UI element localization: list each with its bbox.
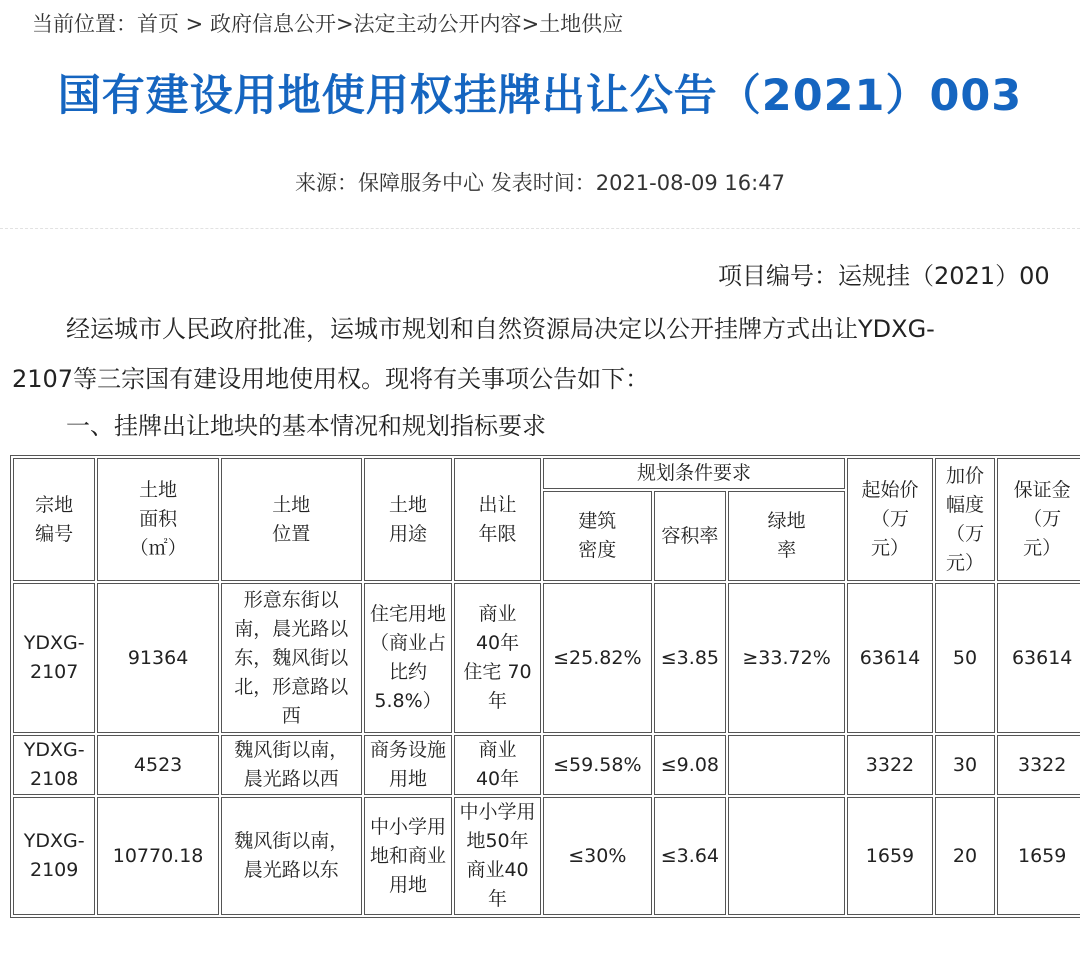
publish-time: 2021-08-09 16:47 bbox=[595, 171, 785, 195]
cell-increment: 20 bbox=[935, 797, 996, 915]
cell-line: 年 bbox=[488, 888, 508, 910]
cell-line: 西 bbox=[281, 704, 301, 727]
table-row bbox=[13, 797, 1080, 915]
cell-increment: 30 bbox=[935, 735, 996, 795]
header-deposit bbox=[997, 458, 1080, 581]
cell-line: YDXG- bbox=[23, 830, 85, 852]
header-far bbox=[654, 491, 726, 581]
cell-parcel-no bbox=[13, 583, 95, 733]
cell-far: ≤3.64 bbox=[654, 797, 726, 915]
header-term bbox=[454, 458, 540, 581]
breadcrumb bbox=[32, 8, 623, 38]
cell-start-price: 63614 bbox=[847, 583, 932, 733]
cell-green bbox=[728, 797, 845, 915]
divider bbox=[0, 228, 1080, 229]
cell-green bbox=[728, 735, 845, 795]
cell-line: 住宅 70 bbox=[463, 661, 532, 683]
intro-line-2: 2107等三宗国有建设用地使用权。现将有关事项公告如下： bbox=[12, 365, 650, 393]
cell-use bbox=[364, 583, 453, 733]
breadcrumb-separator: > bbox=[521, 12, 540, 36]
cell-line: 晨光路以西 bbox=[243, 768, 339, 790]
cell-line: 元） bbox=[946, 551, 985, 574]
breadcrumb-home-link[interactable]: 首页 bbox=[137, 12, 179, 36]
cell-line: 中小学用 bbox=[370, 815, 447, 838]
cell-line: 年 bbox=[488, 690, 508, 712]
cell-line: 地和商业 bbox=[370, 844, 447, 867]
cell-line: 40年 bbox=[475, 632, 520, 654]
cell-parcel-no bbox=[13, 735, 95, 795]
header-density bbox=[543, 491, 652, 581]
cell-line: 宗地 bbox=[35, 493, 74, 516]
breadcrumb-land-supply-link[interactable]: 土地供应 bbox=[539, 12, 624, 36]
cell-line: 2109 bbox=[29, 859, 79, 881]
cell-far: ≤9.08 bbox=[654, 735, 726, 795]
cell-deposit: 1659 bbox=[997, 797, 1080, 915]
cell-use bbox=[364, 797, 453, 915]
cell-increment: 50 bbox=[935, 583, 996, 733]
cell-line: 元） bbox=[1023, 537, 1062, 559]
breadcrumb-separator: > bbox=[179, 12, 210, 36]
cell-density: ≤30% bbox=[543, 797, 652, 915]
cell-line: YDXG- bbox=[23, 632, 85, 654]
cell-line: YDXG- bbox=[23, 739, 85, 761]
breadcrumb-statutory-link[interactable]: 法定主动公开内容 bbox=[353, 12, 522, 36]
cell-line: （万 bbox=[870, 508, 909, 530]
cell-parcel-no bbox=[13, 797, 95, 915]
project-number: 项目编号：运规挂（2021）00 bbox=[718, 262, 1050, 290]
page-title: 国有建设用地使用权挂牌出让公告（2021）003 bbox=[57, 71, 1023, 121]
cell-density: ≤25.82% bbox=[543, 583, 652, 733]
cell-green: ≥33.72% bbox=[728, 583, 845, 733]
cell-line: 土地 bbox=[139, 479, 178, 501]
cell-line: 中小学用 bbox=[459, 801, 536, 823]
cell-line: 住宅用地 bbox=[370, 603, 447, 625]
cell-line: 商业 bbox=[478, 603, 517, 625]
cell-line: （㎡） bbox=[129, 537, 187, 559]
cell-line: （商业占 bbox=[370, 632, 447, 654]
breadcrumb-separator: > bbox=[335, 12, 354, 36]
source-label: 来源： bbox=[295, 171, 359, 195]
cell-line: 面积 bbox=[139, 508, 178, 530]
header-parcel-no bbox=[13, 458, 95, 581]
cell-start-price: 3322 bbox=[847, 735, 932, 795]
cell-start-price: 1659 bbox=[847, 797, 932, 915]
cell-line: 魏风街以南， bbox=[234, 739, 349, 761]
cell-line: 2107 bbox=[29, 661, 79, 683]
table-row bbox=[13, 583, 1080, 733]
cell-line: 5.8%） bbox=[374, 690, 442, 712]
article-meta bbox=[0, 167, 1080, 197]
cell-density: ≤59.58% bbox=[543, 735, 652, 795]
cell-line: 用地 bbox=[389, 768, 428, 790]
cell-line: 魏风街以南， bbox=[234, 830, 349, 852]
breadcrumb-gov-info-link[interactable]: 政府信息公开 bbox=[209, 12, 336, 36]
cell-line: 加价 bbox=[946, 464, 985, 487]
table-header-row bbox=[13, 458, 1080, 489]
cell-use bbox=[364, 735, 453, 795]
cell-line: 2108 bbox=[29, 768, 79, 790]
table-row bbox=[13, 735, 1080, 795]
cell-line: 南，晨光路以 bbox=[234, 617, 349, 640]
cell-line: 密度 bbox=[578, 539, 617, 561]
cell-line: 容积率 bbox=[661, 524, 719, 547]
header-location bbox=[221, 458, 362, 581]
cell-line: 北，形意路以 bbox=[234, 675, 349, 698]
cell-line: 40年 bbox=[475, 768, 520, 790]
cell-term bbox=[454, 735, 540, 795]
cell-line: 比约 bbox=[389, 661, 428, 683]
cell-line: 编号 bbox=[35, 522, 74, 545]
cell-line: 用途 bbox=[389, 522, 428, 545]
header-area bbox=[97, 458, 218, 581]
cell-line: （万 bbox=[946, 522, 985, 545]
cell-location bbox=[221, 797, 362, 915]
header-use bbox=[364, 458, 453, 581]
cell-area: 4523 bbox=[97, 735, 218, 795]
cell-term bbox=[454, 583, 540, 733]
cell-line: 商务设施 bbox=[370, 739, 447, 761]
cell-line: 建筑 bbox=[578, 510, 617, 532]
cell-area: 10770.18 bbox=[97, 797, 218, 915]
cell-line: 东，魏风街以 bbox=[234, 646, 349, 669]
land-parcel-table bbox=[10, 455, 1080, 918]
header-planning: 规划条件要求 bbox=[543, 458, 845, 489]
cell-far: ≤3.85 bbox=[654, 583, 726, 733]
breadcrumb-prefix: 当前位置： bbox=[32, 12, 137, 36]
cell-line: 土地 bbox=[272, 493, 311, 516]
cell-area: 91364 bbox=[97, 583, 218, 733]
cell-line: 用地 bbox=[389, 873, 428, 896]
cell-line: （万 bbox=[1023, 508, 1062, 530]
cell-line: 保证金 bbox=[1013, 479, 1071, 501]
cell-line: 出让 bbox=[478, 493, 517, 516]
cell-line: 幅度 bbox=[946, 493, 985, 516]
cell-location bbox=[221, 583, 362, 733]
intro-line-1: 经运城市人民政府批准，运城市规划和自然资源局决定以公开挂牌方式出让YDXG- bbox=[66, 315, 935, 343]
cell-line: 率 bbox=[777, 539, 797, 561]
cell-line: 商业40 bbox=[466, 859, 529, 881]
cell-deposit: 3322 bbox=[997, 735, 1080, 795]
cell-line: 起始价 bbox=[861, 479, 919, 501]
cell-line: 位置 bbox=[272, 522, 311, 545]
cell-line: 元） bbox=[870, 537, 909, 559]
header-start-price bbox=[847, 458, 932, 581]
header-increment bbox=[935, 458, 996, 581]
intro-paragraph bbox=[12, 304, 1072, 404]
cell-line: 绿地 bbox=[767, 510, 806, 532]
cell-line: 年限 bbox=[478, 522, 517, 545]
section-heading: 一、挂牌出让地块的基本情况和规划指标要求 bbox=[66, 412, 546, 440]
header-green bbox=[728, 491, 845, 581]
time-label: 发表时间： bbox=[490, 171, 596, 195]
cell-line: 商业 bbox=[478, 739, 517, 761]
cell-deposit: 63614 bbox=[997, 583, 1080, 733]
cell-line: 地50年 bbox=[466, 830, 529, 852]
cell-line: 形意东街以 bbox=[243, 588, 339, 611]
cell-line: 晨光路以东 bbox=[243, 859, 339, 881]
source-value: 保障服务中心 bbox=[358, 171, 485, 195]
cell-line: 土地 bbox=[389, 493, 428, 516]
cell-term bbox=[454, 797, 540, 915]
cell-location bbox=[221, 735, 362, 795]
